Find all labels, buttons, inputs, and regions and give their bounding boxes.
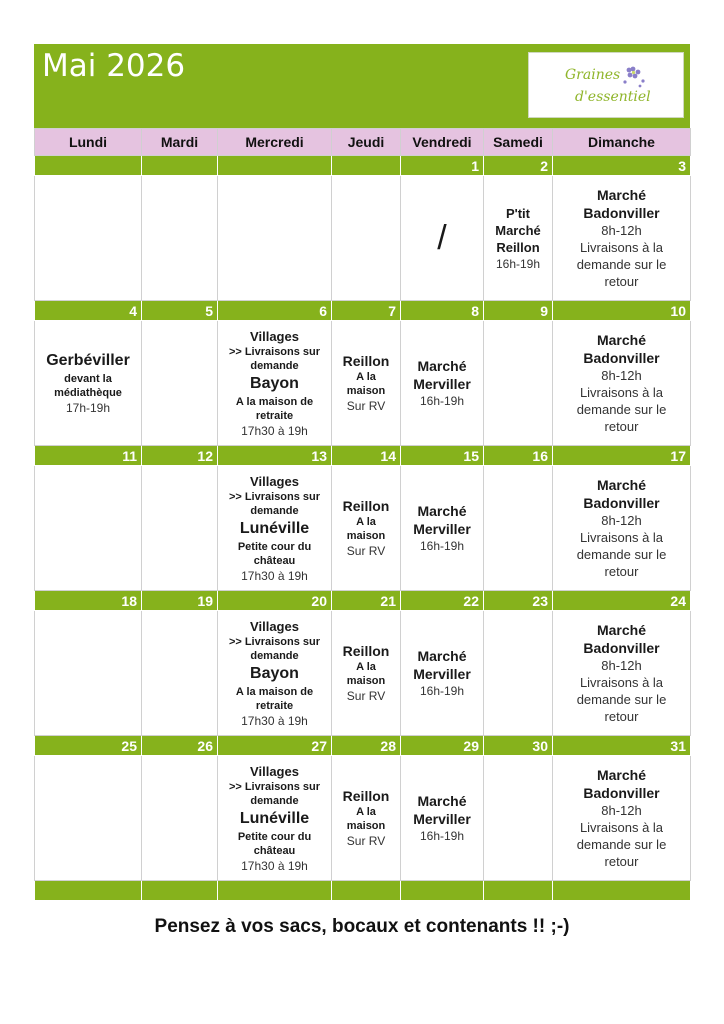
day-cell xyxy=(553,176,691,301)
day-number: 27 xyxy=(218,736,332,756)
event-text: >> Livraisons sur xyxy=(228,345,321,358)
event-text: Badonviller xyxy=(583,495,660,511)
event-text: Merviller xyxy=(413,811,471,827)
event-text: 17h30 à 19h xyxy=(241,858,308,873)
event-text: Petite cour du xyxy=(237,830,312,843)
day-number: 31 xyxy=(553,736,691,756)
event-text: Reillon xyxy=(342,788,390,804)
event-text: maison xyxy=(346,530,386,542)
event-text: Marché xyxy=(596,622,647,638)
day-cell xyxy=(553,611,691,736)
day-number: 3 xyxy=(553,156,691,176)
day-number: 13 xyxy=(218,446,332,466)
day-cell xyxy=(401,611,484,736)
day-cell xyxy=(484,611,553,736)
day-cell xyxy=(553,321,691,446)
day-number xyxy=(218,156,332,176)
day-number: 9 xyxy=(484,301,553,321)
event-text: A la xyxy=(356,516,376,528)
day-cell xyxy=(35,756,142,881)
event-text: Reillon xyxy=(342,643,390,659)
day-number: 19 xyxy=(142,591,218,611)
event-text: Merviller xyxy=(413,376,471,392)
event-text: Marché xyxy=(417,503,467,519)
day-cell xyxy=(332,321,401,446)
flower-icon xyxy=(619,63,649,91)
week-content-row xyxy=(35,321,691,446)
day-number: 10 xyxy=(553,301,691,321)
event-text: Villages xyxy=(250,763,299,779)
day-cell xyxy=(218,611,332,736)
day-number: 6 xyxy=(218,301,332,321)
day-cell xyxy=(484,756,553,881)
day-cell xyxy=(218,321,332,446)
event-text: demande sur le xyxy=(576,402,667,417)
weekday-vendredi: Vendredi xyxy=(401,129,484,156)
event-text: Livraisons à la xyxy=(579,385,664,400)
day-number: 25 xyxy=(35,736,142,756)
day-cell xyxy=(142,466,218,591)
event-text: Marché xyxy=(596,767,647,783)
event-text: château xyxy=(253,554,296,567)
day-cell xyxy=(401,321,484,446)
event-text: 16h-19h xyxy=(419,394,465,408)
weekday-lundi: Lundi xyxy=(35,129,142,156)
day-cell xyxy=(484,176,553,301)
event-text: 8h-12h xyxy=(601,658,642,673)
day-cell xyxy=(553,756,691,881)
event-text: retour xyxy=(604,419,639,434)
weekday-jeudi: Jeudi xyxy=(332,129,401,156)
day-number: 5 xyxy=(142,301,218,321)
event-text: maison xyxy=(346,385,386,397)
event-text: 17h30 à 19h xyxy=(241,423,308,438)
event-text: Sur RV xyxy=(346,689,386,703)
page-title: Mai 2026 xyxy=(42,48,186,84)
day-number: 26 xyxy=(142,736,218,756)
footer-reminder: Pensez à vos sacs, bocaux et contenants !! ;-) xyxy=(154,916,570,937)
day-number: 12 xyxy=(142,446,218,466)
event-text: Livraisons à la xyxy=(579,240,664,255)
day-number: 20 xyxy=(218,591,332,611)
day-number: 2 xyxy=(484,156,553,176)
day-cell xyxy=(142,321,218,446)
event-text: 16h-19h xyxy=(419,539,465,553)
event-text: Reillon xyxy=(342,353,390,369)
day-number: 29 xyxy=(401,736,484,756)
event-text: maison xyxy=(346,820,386,832)
event-text: retour xyxy=(604,709,639,724)
day-cell xyxy=(401,466,484,591)
weekday-samedi: Samedi xyxy=(484,129,553,156)
day-number: 16 xyxy=(484,446,553,466)
event-text: Bayon xyxy=(250,374,299,392)
event-text: Merviller xyxy=(413,521,471,537)
event-text: 8h-12h xyxy=(601,513,642,528)
event-text: Marché xyxy=(596,477,647,493)
event-text: 16h-19h xyxy=(495,256,541,271)
event-text: demande xyxy=(250,649,299,662)
brand-logo xyxy=(528,52,684,118)
event-text: Gerbéviller xyxy=(46,352,130,369)
event-text: A la xyxy=(356,661,376,673)
day-cell xyxy=(332,176,401,301)
week-number-row xyxy=(35,591,691,611)
event-text: Sur RV xyxy=(346,399,386,413)
event-text: >> Livraisons sur xyxy=(228,490,321,503)
day-cell xyxy=(553,466,691,591)
logo-text-line2: d'essentiel xyxy=(575,89,651,105)
event-text: Lunéville xyxy=(239,809,310,827)
weekday-dimanche: Dimanche xyxy=(553,129,691,156)
day-cell xyxy=(35,611,142,736)
day-number: 21 xyxy=(332,591,401,611)
event-text: 16h-19h xyxy=(419,684,465,698)
event-text: médiathèque xyxy=(54,387,122,399)
day-number xyxy=(35,156,142,176)
event-text: demande sur le xyxy=(576,547,667,562)
day-cell xyxy=(332,466,401,591)
event-text: A la xyxy=(356,371,376,383)
event-text: Marché xyxy=(495,222,541,238)
event-text: Lunéville xyxy=(239,519,310,537)
day-cell xyxy=(218,466,332,591)
day-number xyxy=(332,156,401,176)
day-cell xyxy=(142,611,218,736)
event-text: Bayon xyxy=(250,664,299,682)
day-cell xyxy=(142,756,218,881)
event-text: Reillon xyxy=(496,239,540,255)
event-text: A la maison de xyxy=(235,395,314,408)
event-text: Sur RV xyxy=(346,834,386,848)
day-number: 14 xyxy=(332,446,401,466)
event-text: retraite xyxy=(255,409,294,422)
weekday-header-row xyxy=(35,129,691,156)
event-text: Villages xyxy=(250,328,299,344)
day-cell xyxy=(35,466,142,591)
day-cell xyxy=(332,756,401,881)
day-number: 11 xyxy=(35,446,142,466)
week-content-row xyxy=(35,611,691,736)
week-number-row xyxy=(35,446,691,466)
event-text: / xyxy=(437,218,447,257)
event-text: maison xyxy=(346,675,386,687)
event-text: Badonviller xyxy=(583,350,660,366)
calendar-header xyxy=(34,44,690,128)
event-text: Merviller xyxy=(413,666,471,682)
week-number-row xyxy=(35,301,691,321)
event-text: >> Livraisons sur xyxy=(228,635,321,648)
calendar-table xyxy=(34,128,691,901)
event-text: 17h-19h xyxy=(65,401,111,415)
week-content-row xyxy=(35,176,691,301)
day-cell xyxy=(142,176,218,301)
day-number: 23 xyxy=(484,591,553,611)
day-number: 4 xyxy=(35,301,142,321)
week-content-row xyxy=(35,756,691,881)
event-text: 8h-12h xyxy=(601,223,642,238)
event-text: Reillon xyxy=(342,498,390,514)
event-text: Livraisons à la xyxy=(579,675,664,690)
event-text: A la xyxy=(356,806,376,818)
day-number: 7 xyxy=(332,301,401,321)
event-text: P'tit xyxy=(505,205,531,221)
weekday-mardi: Mardi xyxy=(142,129,218,156)
day-number: 15 xyxy=(401,446,484,466)
day-number: 8 xyxy=(401,301,484,321)
event-text: demande sur le xyxy=(576,692,667,707)
event-text: demande xyxy=(250,359,299,372)
event-text: 17h30 à 19h xyxy=(241,713,308,728)
event-text: 17h30 à 19h xyxy=(241,568,308,583)
event-text: Badonviller xyxy=(583,785,660,801)
event-text: Sur RV xyxy=(346,544,386,558)
event-text: retour xyxy=(604,854,639,869)
day-cell xyxy=(401,756,484,881)
event-text: demande xyxy=(250,794,299,807)
event-text: retour xyxy=(604,274,639,289)
week-number-row xyxy=(35,156,691,176)
event-text: demande sur le xyxy=(576,257,667,272)
event-text: devant la xyxy=(64,373,112,385)
event-text: Marché xyxy=(417,793,467,809)
day-cell xyxy=(332,611,401,736)
day-number xyxy=(142,156,218,176)
event-text: Livraisons à la xyxy=(579,820,664,835)
day-cell xyxy=(35,176,142,301)
calendar-bottom-bar xyxy=(35,881,691,901)
event-text: demande xyxy=(250,504,299,517)
event-text: Petite cour du xyxy=(237,540,312,553)
day-number: 28 xyxy=(332,736,401,756)
day-number: 17 xyxy=(553,446,691,466)
event-text: Marché xyxy=(417,648,467,664)
day-cell xyxy=(484,466,553,591)
day-number: 22 xyxy=(401,591,484,611)
event-text: Marché xyxy=(417,358,467,374)
event-text: Marché xyxy=(596,332,647,348)
event-text: 8h-12h xyxy=(601,368,642,383)
day-number: 18 xyxy=(35,591,142,611)
event-text: 16h-19h xyxy=(419,829,465,843)
event-text: château xyxy=(253,844,296,857)
day-cell xyxy=(401,176,484,301)
event-text: Livraisons à la xyxy=(579,530,664,545)
event-text: A la maison de xyxy=(235,685,314,698)
event-text: 8h-12h xyxy=(601,803,642,818)
event-text: >> Livraisons sur xyxy=(228,780,321,793)
event-text: Villages xyxy=(250,618,299,634)
event-text: demande sur le xyxy=(576,837,667,852)
day-number: 1 xyxy=(401,156,484,176)
event-text: Badonviller xyxy=(583,205,660,221)
event-text: Badonviller xyxy=(583,640,660,656)
weekday-mercredi: Mercredi xyxy=(218,129,332,156)
day-number: 30 xyxy=(484,736,553,756)
day-cell xyxy=(218,756,332,881)
day-cell xyxy=(484,321,553,446)
event-text: retour xyxy=(604,564,639,579)
week-number-row xyxy=(35,736,691,756)
week-content-row xyxy=(35,466,691,591)
event-text: Villages xyxy=(250,473,299,489)
day-number: 24 xyxy=(553,591,691,611)
event-text: retraite xyxy=(255,699,294,712)
logo-text-line1: Graines xyxy=(565,67,621,83)
day-cell xyxy=(35,321,142,446)
event-text: Marché xyxy=(596,187,647,203)
day-cell xyxy=(218,176,332,301)
